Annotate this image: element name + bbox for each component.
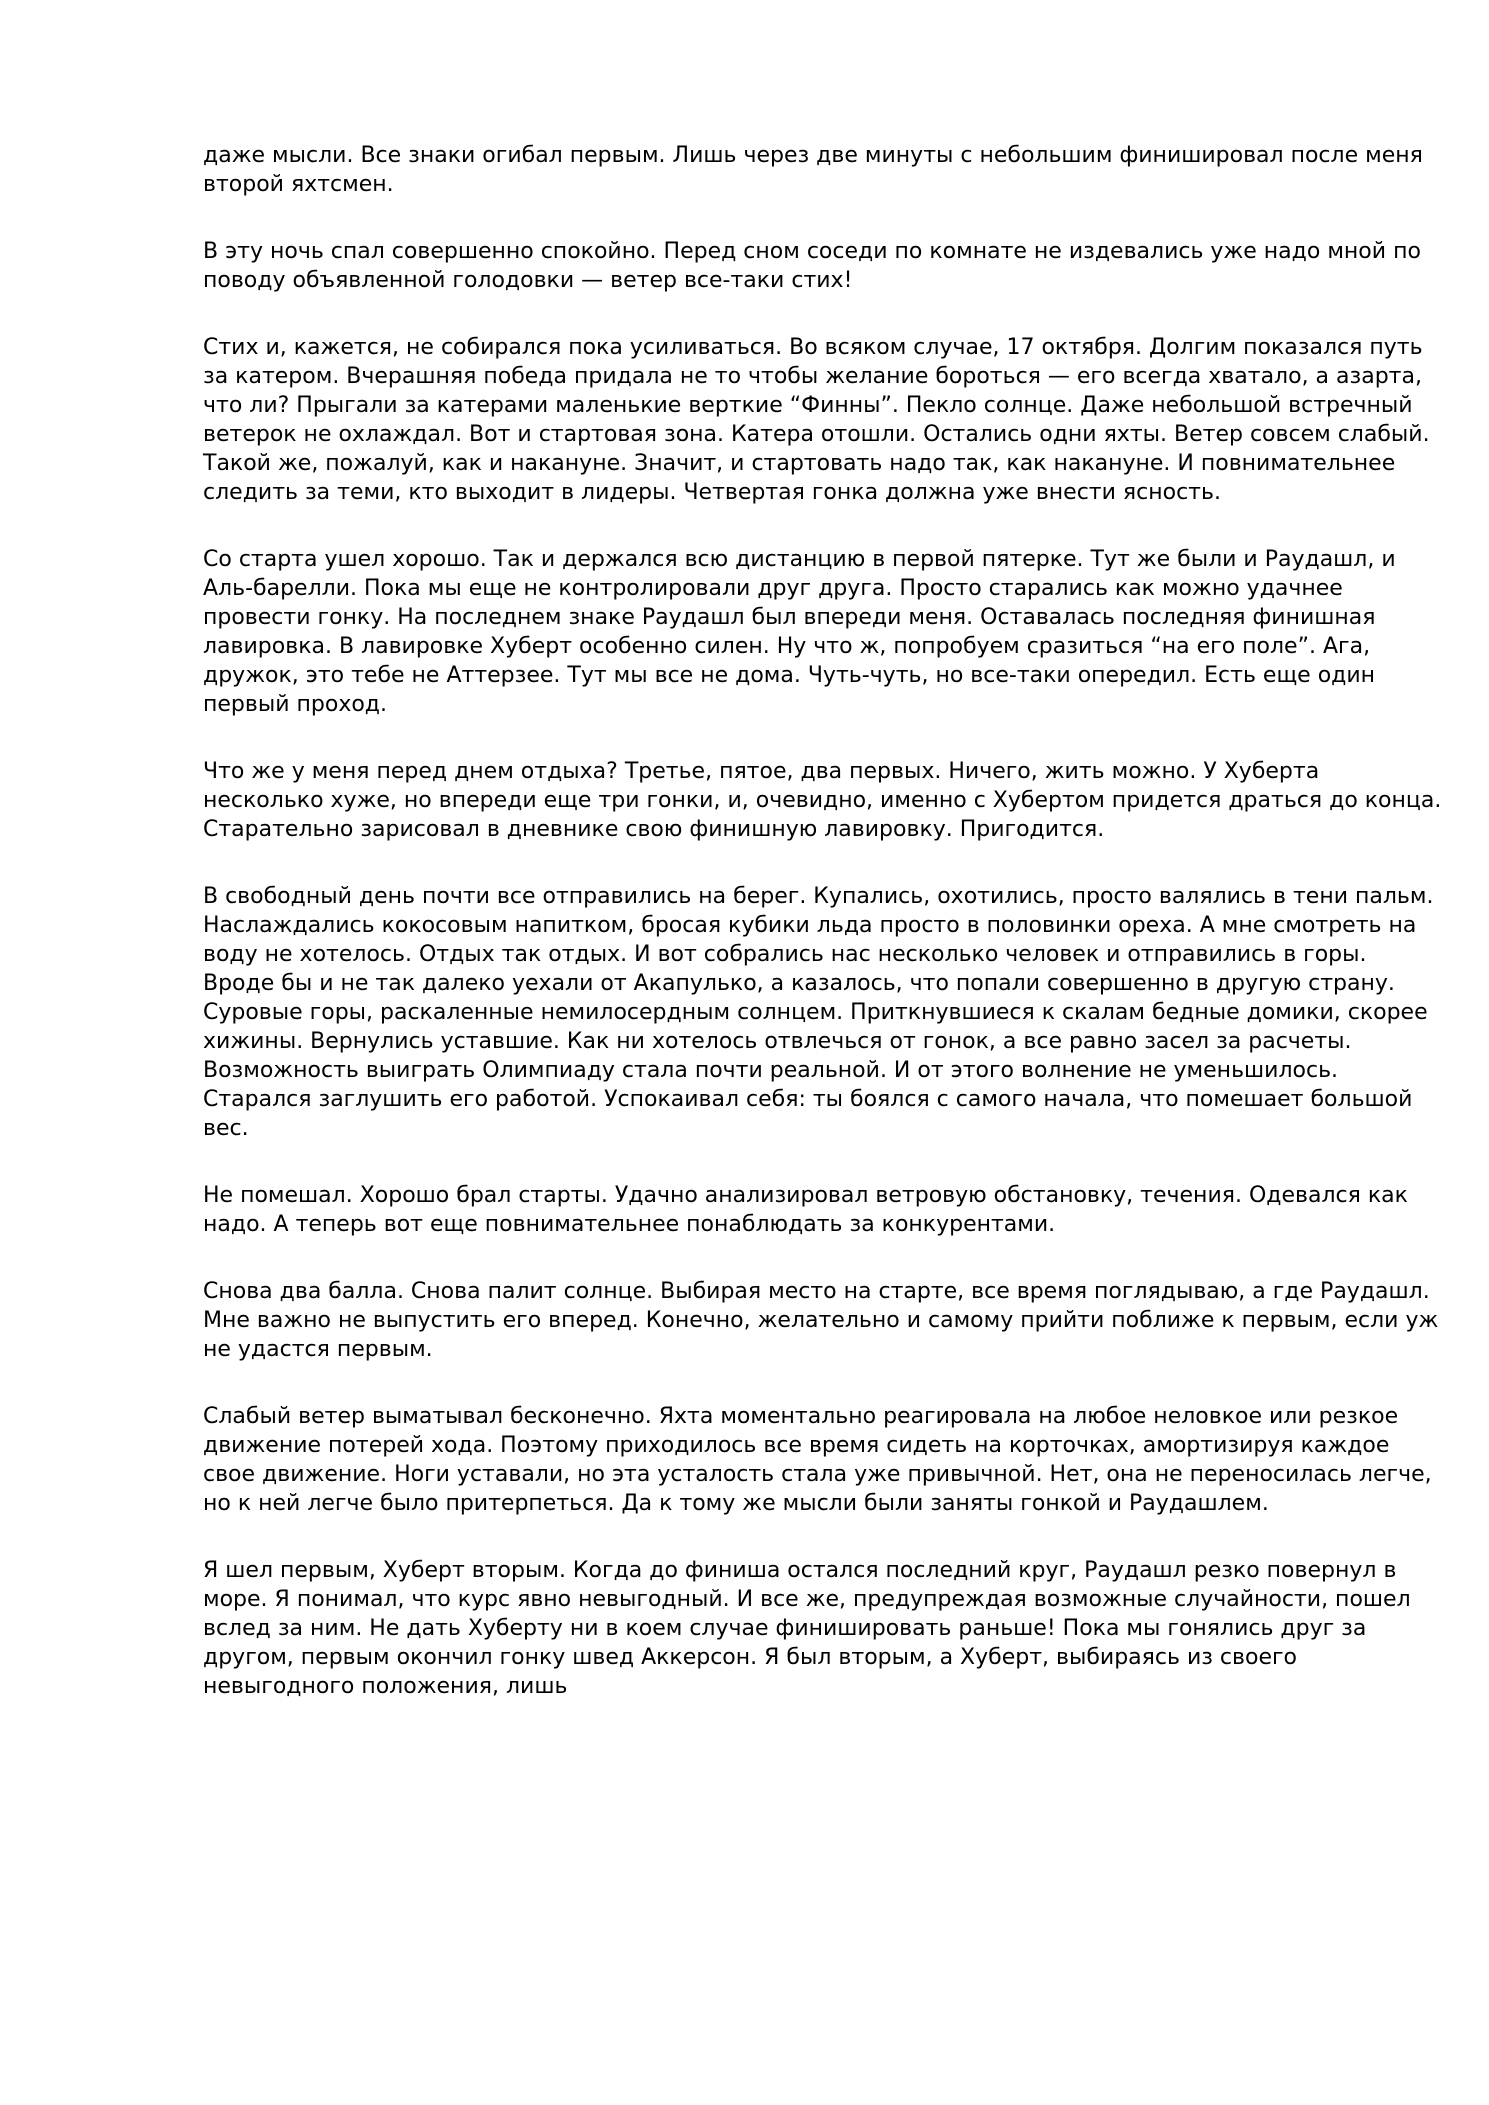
paragraph: Со старта ушел хорошо. Так и держался всю дистанцию в первой пятерке. Тут же были и Раудашл, и Аль-барелли. Пока мы еще не контролировали друг друга. Просто старались как можно удачнее провести гонку. На последнем знаке Раудашл был впереди меня. Оставалась последняя финишная лавировка. В лавировке Хуберт особенно силен. Ну что ж, попробуем сразиться “на его поле”. Ага, дружок, это тебе не Аттерзее. Тут мы все не дома. Чуть-чуть, но все-таки опередил. Есть еще один первый проход.: [203, 547, 1396, 717]
paragraph: В эту ночь спал совершенно спокойно. Перед сном соседи по комнате не издевались уже надо мной по поводу объявленной голодовки — ветер все-таки стих!: [203, 239, 1421, 293]
paragraph: Стих и, кажется, не собирался пока усиливаться. Во всяком случае, 17 октября. Долгим показался путь за катером. Вчерашняя победа придала не то чтобы желание бороться — его всегда хватало, а азарта, что ли? Прыгали за катерами маленькие верткие “Финны”. Пекло солнце. Даже небольшой встречный ветерок не охлаждал. Вот и стартовая зона. Катера отошли. Остались одни яхты. Ветер совсем слабый. Такой же, пожалуй, как и накануне. Значит, и стартовать надо так, как накануне. И повнимательнее следить за теми, кто выходит в лидеры. Четвертая гонка должна уже внести ясность.: [203, 335, 1430, 505]
paragraph: В свободный день почти все отправились на берег. Купались, охотились, просто валялись в тени пальм. Наслаждались кокосовым напитком, бросая кубики льда просто в половинки ореха. А мне смотреть на воду не хотелось. Отдых так отдых. И вот собрались нас несколько человек и отправились в горы. Вроде бы и не так далеко уехали от Акапулько, а казалось, что попали совершенно в другую страну. Суровые горы, раскаленные немилосердным солнцем. Приткнувшиеся к скалам бедные домики, скорее хижины. Вернулись уставшие. Как ни хотелось отвлечься от гонок, а все равно засел за расчеты. Возможность выиграть Олимпиаду стала почти реальной. И от этого волнение не уменьшилось. Старался заглушить его работой. Успокаивал себя: ты боялся с самого начала, что помешает большой вес.: [203, 884, 1434, 1141]
paragraph: Слабый ветер выматывал бесконечно. Яхта моментально реагировала на любое неловкое или резкое движение потерей хода. Поэтому приходилось все время сидеть на корточках, амортизируя каждое свое движение. Ноги уставали, но эта усталость стала уже привычной. Нет, она не переносилась легче, но к ней легче было притерпеться. Да к тому же мысли были заняты гонкой и Раудашлем.: [203, 1404, 1432, 1516]
paragraph: Снова два балла. Снова палит солнце. Выбирая место на старте, все время поглядываю, а где Раудашл. Мне важно не выпустить его вперед. Конечно, желательно и самому прийти поближе к первым, если уж не удастся первым.: [203, 1279, 1439, 1362]
paragraph: Я шел первым, Хуберт вторым. Когда до финиша остался последний круг, Раудашл резко повернул в море. Я понимал, что курс явно невыгодный. И все же, предупреждая возможные случайности, пошел вслед за ним. Не дать Хуберту ни в коем случае финишировать раньше! Пока мы гонялись друг за другом, первым окончил гонку швед Аккерсон. Я был вторым, а Хуберт, выбираясь из своего невыгодного положения, лишь: [203, 1558, 1411, 1699]
paragraph: даже мысли. Все знаки огибал первым. Лишь через две минуты с небольшим финишировал после меня второй яхтсмен.: [203, 143, 1423, 197]
paragraph: Что же у меня перед днем отдыха? Третье, пятое, два первых. Ничего, жить можно. У Хуберта несколько хуже, но впереди еще три гонки, и, очевидно, именно с Хубертом придется драться до конца. Старательно зарисовал в дневнике свою финишную лавировку. Пригодится.: [203, 759, 1442, 842]
paragraph: Не помешал. Хорошо брал старты. Удачно анализировал ветровую обстановку, течения. Одевался как надо. А теперь вот еще повнимательнее понаблюдать за конкурентами.: [203, 1183, 1408, 1237]
